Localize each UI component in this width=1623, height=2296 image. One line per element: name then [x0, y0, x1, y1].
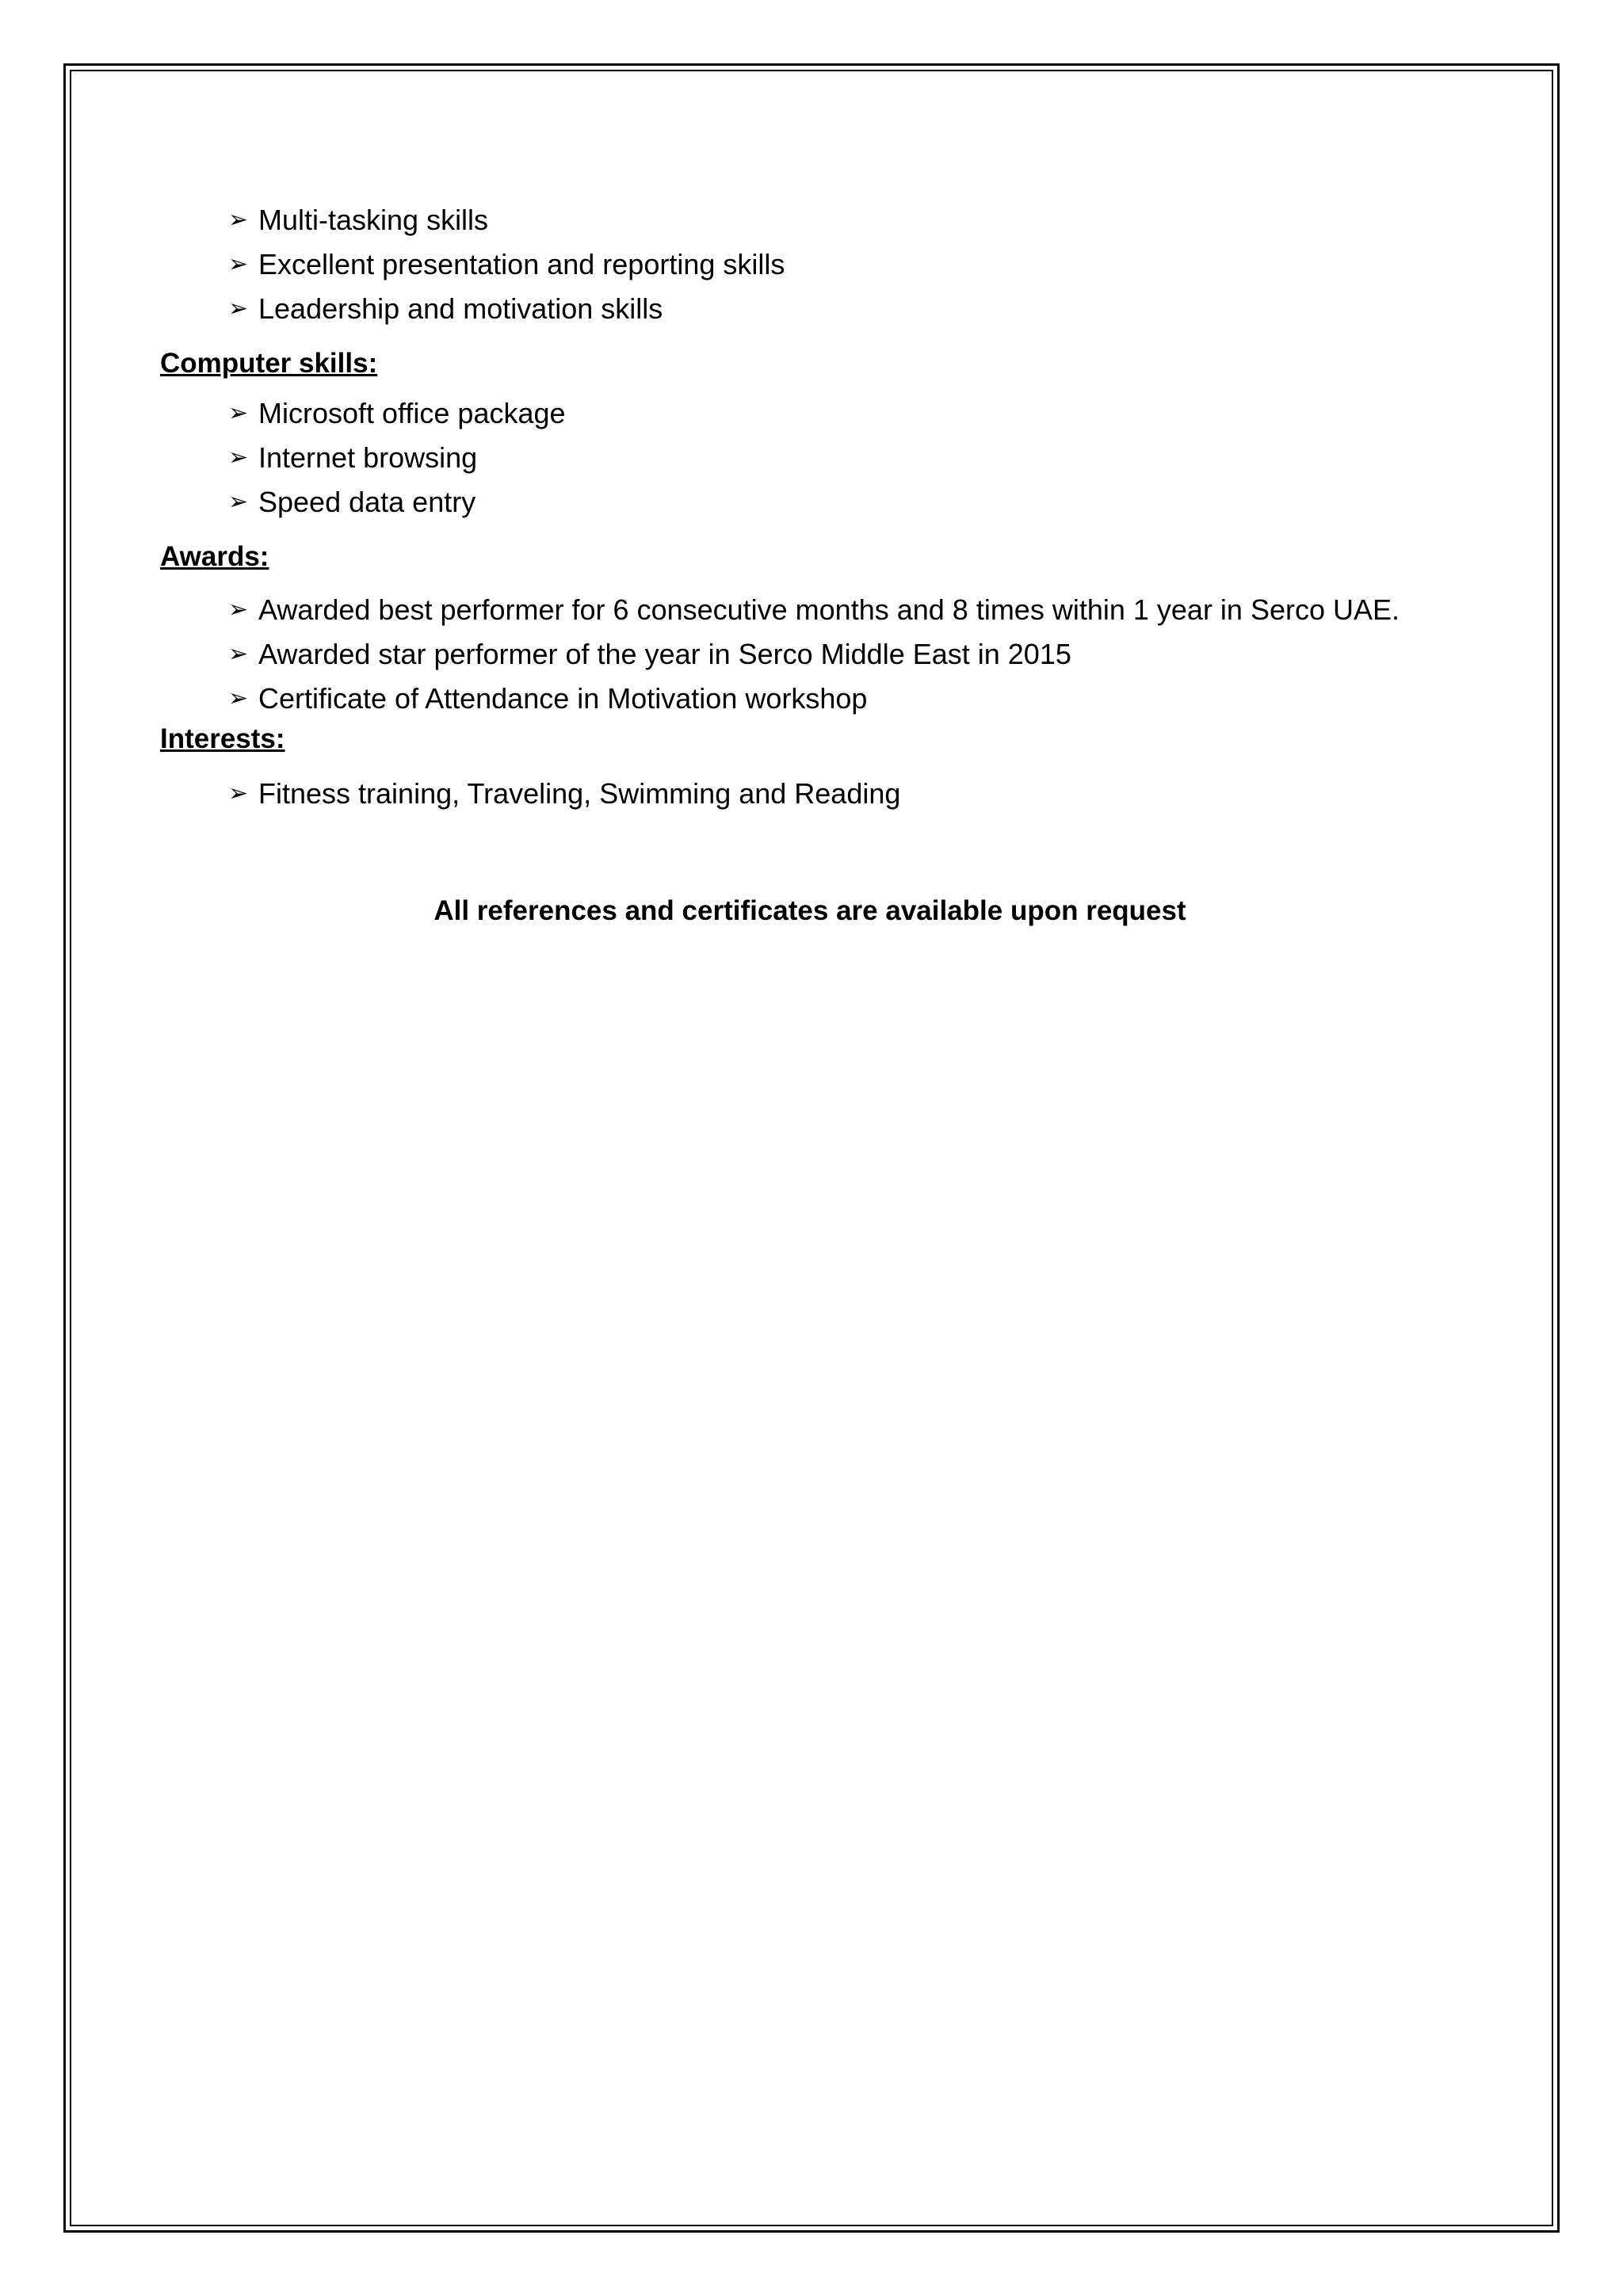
resume-page-content [160, 198, 1460, 927]
list-item [228, 242, 1460, 287]
awards-list [160, 588, 1460, 721]
list-item-text: Awarded best performer for 6 consecutive months and 8 times within 1 year in Serco UAE. [258, 593, 1400, 626]
arrow-bullet-icon: ➢ [228, 489, 249, 515]
list-item-text: Awarded star performer of the year in Serco Middle East in 2015 [258, 638, 1071, 670]
list-item-text: Internet browsing [258, 441, 478, 474]
arrow-bullet-icon: ➢ [228, 207, 249, 233]
list-item-text: Leadership and motivation skills [258, 292, 663, 325]
awards-heading: Awards: [160, 541, 269, 572]
skills-list [160, 198, 1460, 331]
list-item [228, 632, 1460, 677]
list-item [228, 480, 1460, 524]
arrow-bullet-icon: ➢ [228, 400, 249, 426]
list-item-text: Certificate of Attendance in Motivation workshop [258, 682, 868, 715]
references-note: All references and certificates are available upon request [433, 895, 1186, 926]
computer-skills-heading: Computer skills: [160, 348, 378, 379]
arrow-bullet-icon: ➢ [228, 685, 249, 711]
list-item-text: Excellent presentation and reporting skills [258, 248, 785, 280]
arrow-bullet-icon: ➢ [228, 641, 249, 667]
arrow-bullet-icon: ➢ [228, 444, 249, 471]
arrow-bullet-icon: ➢ [228, 597, 249, 623]
list-item [228, 391, 1460, 436]
interests-heading: Interests: [160, 723, 285, 754]
list-item-text: Microsoft office package [258, 397, 566, 429]
interests-list [160, 772, 1460, 816]
list-item [228, 198, 1460, 242]
arrow-bullet-icon: ➢ [228, 296, 249, 322]
list-item [228, 588, 1460, 632]
list-item [228, 677, 1460, 721]
list-item-text: Speed data entry [258, 486, 476, 518]
arrow-bullet-icon: ➢ [228, 251, 249, 277]
computer-skills-list [160, 391, 1460, 524]
list-item [228, 772, 1460, 816]
list-item [228, 436, 1460, 480]
list-item-text: Multi-tasking skills [258, 204, 489, 236]
list-item-text: Fitness training, Traveling, Swimming and Reading [258, 777, 901, 810]
list-item [228, 287, 1460, 331]
arrow-bullet-icon: ➢ [228, 780, 249, 807]
